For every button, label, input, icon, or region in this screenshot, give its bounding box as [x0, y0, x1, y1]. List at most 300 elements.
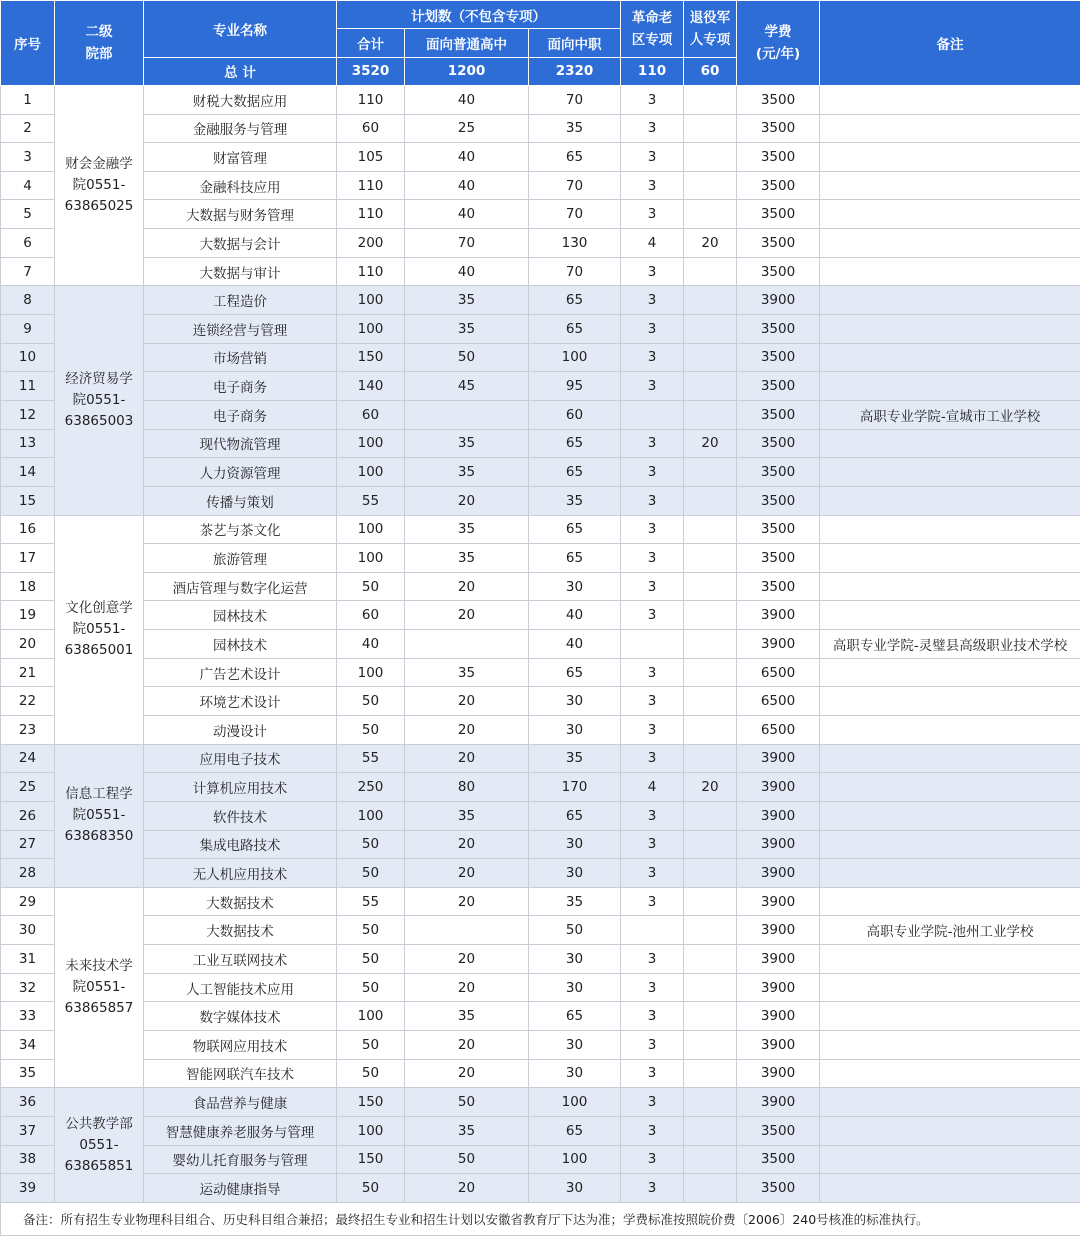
cell-tuition: 3900 — [737, 1059, 820, 1088]
header-total-label: 总 计 — [144, 57, 337, 85]
cell-general-hs: 45 — [405, 372, 529, 401]
cell-general-hs: 20 — [405, 945, 529, 974]
cell-vocational: 30 — [529, 1031, 621, 1060]
cell-note — [820, 715, 1080, 744]
cell-general-hs: 40 — [405, 257, 529, 286]
header-vocational: 面向中职 — [529, 29, 621, 57]
cell-note — [820, 945, 1080, 974]
cell-seq: 24 — [1, 744, 55, 773]
cell-veteran — [684, 171, 737, 200]
cell-note — [820, 1174, 1080, 1203]
table-body — [1, 85, 1080, 1235]
cell-tuition: 3900 — [737, 744, 820, 773]
cell-veteran — [684, 715, 737, 744]
cell-department: 未来技术学院0551-63865857 — [55, 887, 144, 1087]
cell-veteran — [684, 400, 737, 429]
cell-major: 园林技术 — [144, 601, 337, 630]
cell-seq: 31 — [1, 945, 55, 974]
cell-sum: 100 — [337, 458, 405, 487]
cell-vocational: 40 — [529, 601, 621, 630]
cell-note — [820, 200, 1080, 229]
cell-vocational: 50 — [529, 916, 621, 945]
cell-vocational: 30 — [529, 715, 621, 744]
cell-major: 无人机应用技术 — [144, 859, 337, 888]
cell-general-hs: 35 — [405, 515, 529, 544]
table-row — [1, 887, 1080, 916]
cell-seq: 35 — [1, 1059, 55, 1088]
header-dept-line2: 院部 — [55, 43, 143, 65]
cell-major: 物联网应用技术 — [144, 1031, 337, 1060]
header-general-hs: 面向普通高中 — [405, 29, 529, 57]
cell-note — [820, 744, 1080, 773]
cell-tuition: 3900 — [737, 916, 820, 945]
table-row — [1, 486, 1080, 515]
cell-department: 信息工程学院0551-63868350 — [55, 744, 144, 887]
cell-vocational: 65 — [529, 143, 621, 172]
table-header — [1, 1, 1080, 86]
cell-veteran: 20 — [684, 229, 737, 258]
cell-seq: 15 — [1, 486, 55, 515]
cell-vocational: 35 — [529, 486, 621, 515]
cell-note — [820, 343, 1080, 372]
cell-seq: 34 — [1, 1031, 55, 1060]
cell-veteran — [684, 1145, 737, 1174]
cell-revolution: 3 — [621, 744, 684, 773]
cell-veteran — [684, 887, 737, 916]
cell-vocational: 65 — [529, 286, 621, 315]
cell-sum: 100 — [337, 429, 405, 458]
cell-sum: 110 — [337, 257, 405, 286]
cell-seq: 2 — [1, 114, 55, 143]
cell-sum: 50 — [337, 1059, 405, 1088]
cell-tuition: 3500 — [737, 458, 820, 487]
cell-note — [820, 429, 1080, 458]
header-veteran-line2: 人专项 — [684, 29, 736, 51]
cell-seq: 38 — [1, 1145, 55, 1174]
cell-revolution: 3 — [621, 945, 684, 974]
footer-note: 备注：所有招生专业物理科目组合、历史科目组合兼招；最终招生专业和招生计划以安徽省教育厅下达为准；学费标准按照皖价费〔2006〕240号核准的标准执行。 — [1, 1202, 1080, 1235]
cell-seq: 1 — [1, 85, 55, 114]
cell-sum: 110 — [337, 85, 405, 114]
cell-sum: 100 — [337, 1116, 405, 1145]
cell-major: 集成电路技术 — [144, 830, 337, 859]
cell-vocational: 65 — [529, 315, 621, 344]
cell-department: 公共教学部0551-63865851 — [55, 1088, 144, 1203]
cell-veteran — [684, 486, 737, 515]
table-row — [1, 171, 1080, 200]
cell-note — [820, 830, 1080, 859]
cell-note — [820, 143, 1080, 172]
table-row — [1, 200, 1080, 229]
cell-sum: 105 — [337, 143, 405, 172]
cell-vocational: 30 — [529, 859, 621, 888]
cell-general-hs: 35 — [405, 801, 529, 830]
cell-major: 大数据技术 — [144, 916, 337, 945]
cell-revolution: 3 — [621, 859, 684, 888]
cell-tuition: 3500 — [737, 85, 820, 114]
table-row — [1, 830, 1080, 859]
cell-veteran — [684, 1002, 737, 1031]
cell-revolution — [621, 400, 684, 429]
table-row — [1, 429, 1080, 458]
cell-tuition: 3500 — [737, 372, 820, 401]
cell-seq: 21 — [1, 658, 55, 687]
cell-tuition: 6500 — [737, 715, 820, 744]
cell-general-hs: 50 — [405, 1145, 529, 1174]
cell-major: 传播与策划 — [144, 486, 337, 515]
cell-general-hs: 40 — [405, 85, 529, 114]
cell-general-hs: 35 — [405, 1116, 529, 1145]
cell-veteran — [684, 601, 737, 630]
table-row — [1, 658, 1080, 687]
cell-tuition: 3500 — [737, 229, 820, 258]
table-row — [1, 801, 1080, 830]
cell-sum: 50 — [337, 572, 405, 601]
table-row — [1, 1116, 1080, 1145]
table-row — [1, 343, 1080, 372]
header-plan-group: 计划数（不包含专项） — [337, 1, 621, 29]
cell-tuition: 3500 — [737, 114, 820, 143]
cell-tuition: 6500 — [737, 687, 820, 716]
cell-revolution: 3 — [621, 343, 684, 372]
cell-seq: 12 — [1, 400, 55, 429]
cell-seq: 27 — [1, 830, 55, 859]
cell-revolution: 4 — [621, 773, 684, 802]
cell-tuition: 3500 — [737, 143, 820, 172]
cell-vocational: 65 — [529, 458, 621, 487]
cell-sum: 50 — [337, 916, 405, 945]
cell-seq: 10 — [1, 343, 55, 372]
cell-major: 动漫设计 — [144, 715, 337, 744]
header-dept — [55, 1, 144, 86]
cell-major: 大数据与审计 — [144, 257, 337, 286]
cell-major: 酒店管理与数字化运营 — [144, 572, 337, 601]
cell-major: 大数据与财务管理 — [144, 200, 337, 229]
cell-veteran — [684, 544, 737, 573]
table-row — [1, 114, 1080, 143]
cell-seq: 19 — [1, 601, 55, 630]
cell-veteran — [684, 1031, 737, 1060]
cell-seq: 14 — [1, 458, 55, 487]
header-note: 备注 — [820, 1, 1080, 86]
cell-veteran — [684, 572, 737, 601]
cell-tuition: 3900 — [737, 973, 820, 1002]
cell-general-hs: 20 — [405, 486, 529, 515]
cell-general-hs — [405, 916, 529, 945]
table-row — [1, 286, 1080, 315]
cell-note — [820, 859, 1080, 888]
cell-seq: 9 — [1, 315, 55, 344]
cell-revolution: 3 — [621, 315, 684, 344]
cell-general-hs: 20 — [405, 830, 529, 859]
cell-vocational: 30 — [529, 945, 621, 974]
cell-seq: 37 — [1, 1116, 55, 1145]
cell-major: 大数据技术 — [144, 887, 337, 916]
header-vocational-total: 2320 — [529, 57, 621, 85]
cell-veteran: 20 — [684, 773, 737, 802]
cell-veteran — [684, 257, 737, 286]
cell-major: 环境艺术设计 — [144, 687, 337, 716]
cell-general-hs: 35 — [405, 458, 529, 487]
table-row — [1, 973, 1080, 1002]
cell-vocational: 65 — [529, 515, 621, 544]
cell-sum: 110 — [337, 171, 405, 200]
cell-vocational: 30 — [529, 687, 621, 716]
cell-vocational: 65 — [529, 801, 621, 830]
cell-seq: 29 — [1, 887, 55, 916]
cell-tuition: 3500 — [737, 257, 820, 286]
cell-vocational: 65 — [529, 658, 621, 687]
cell-veteran — [684, 143, 737, 172]
cell-sum: 100 — [337, 1002, 405, 1031]
cell-major: 财税大数据应用 — [144, 85, 337, 114]
header-veteran-line1: 退役军 — [684, 7, 736, 29]
cell-general-hs: 20 — [405, 687, 529, 716]
cell-note — [820, 544, 1080, 573]
table-row — [1, 715, 1080, 744]
cell-sum: 50 — [337, 1031, 405, 1060]
cell-major: 软件技术 — [144, 801, 337, 830]
cell-sum: 200 — [337, 229, 405, 258]
table-row — [1, 400, 1080, 429]
header-revolution-line2: 区专项 — [621, 29, 683, 51]
cell-revolution: 3 — [621, 1174, 684, 1203]
cell-major: 广告艺术设计 — [144, 658, 337, 687]
cell-tuition: 3900 — [737, 830, 820, 859]
cell-vocational: 170 — [529, 773, 621, 802]
cell-general-hs: 40 — [405, 200, 529, 229]
cell-tuition: 3500 — [737, 1116, 820, 1145]
cell-vocational: 35 — [529, 744, 621, 773]
cell-general-hs: 80 — [405, 773, 529, 802]
table-row — [1, 572, 1080, 601]
cell-major: 食品营养与健康 — [144, 1088, 337, 1117]
cell-sum: 55 — [337, 887, 405, 916]
cell-note — [820, 687, 1080, 716]
cell-veteran — [684, 945, 737, 974]
cell-general-hs: 20 — [405, 1174, 529, 1203]
cell-revolution — [621, 630, 684, 659]
cell-veteran: 20 — [684, 429, 737, 458]
cell-revolution: 4 — [621, 229, 684, 258]
cell-revolution: 3 — [621, 1088, 684, 1117]
cell-note — [820, 1088, 1080, 1117]
cell-tuition: 3500 — [737, 1145, 820, 1174]
cell-revolution: 3 — [621, 801, 684, 830]
cell-major: 旅游管理 — [144, 544, 337, 573]
cell-vocational: 35 — [529, 114, 621, 143]
cell-veteran — [684, 85, 737, 114]
cell-note — [820, 973, 1080, 1002]
cell-major: 工程造价 — [144, 286, 337, 315]
cell-general-hs: 20 — [405, 744, 529, 773]
cell-tuition: 3500 — [737, 572, 820, 601]
cell-note — [820, 171, 1080, 200]
header-dept-line1: 二级 — [55, 21, 143, 43]
cell-seq: 39 — [1, 1174, 55, 1203]
cell-tuition: 3500 — [737, 343, 820, 372]
cell-seq: 22 — [1, 687, 55, 716]
cell-revolution: 3 — [621, 1116, 684, 1145]
table-row — [1, 773, 1080, 802]
cell-general-hs: 35 — [405, 429, 529, 458]
table-row — [1, 257, 1080, 286]
cell-major: 园林技术 — [144, 630, 337, 659]
cell-revolution: 3 — [621, 1145, 684, 1174]
cell-note — [820, 887, 1080, 916]
cell-sum: 100 — [337, 801, 405, 830]
cell-revolution: 3 — [621, 143, 684, 172]
cell-note — [820, 601, 1080, 630]
cell-tuition: 3500 — [737, 1174, 820, 1203]
table-row — [1, 515, 1080, 544]
table-row — [1, 458, 1080, 487]
cell-tuition: 3500 — [737, 171, 820, 200]
cell-vocational: 30 — [529, 1059, 621, 1088]
cell-tuition: 3500 — [737, 400, 820, 429]
cell-veteran — [684, 286, 737, 315]
cell-tuition: 3900 — [737, 1088, 820, 1117]
header-sum: 合计 — [337, 29, 405, 57]
cell-seq: 17 — [1, 544, 55, 573]
cell-major: 智慧健康养老服务与管理 — [144, 1116, 337, 1145]
cell-veteran — [684, 744, 737, 773]
cell-tuition: 6500 — [737, 658, 820, 687]
cell-revolution: 3 — [621, 658, 684, 687]
cell-sum: 110 — [337, 200, 405, 229]
cell-revolution: 3 — [621, 572, 684, 601]
cell-sum: 60 — [337, 400, 405, 429]
cell-veteran — [684, 916, 737, 945]
cell-note — [820, 372, 1080, 401]
cell-revolution: 3 — [621, 715, 684, 744]
cell-seq: 6 — [1, 229, 55, 258]
cell-tuition: 3900 — [737, 887, 820, 916]
cell-major: 智能网联汽车技术 — [144, 1059, 337, 1088]
cell-seq: 3 — [1, 143, 55, 172]
cell-note — [820, 801, 1080, 830]
cell-sum: 100 — [337, 544, 405, 573]
cell-general-hs: 20 — [405, 887, 529, 916]
cell-revolution: 3 — [621, 1059, 684, 1088]
cell-sum: 40 — [337, 630, 405, 659]
cell-seq: 36 — [1, 1088, 55, 1117]
table-row — [1, 744, 1080, 773]
table-row — [1, 859, 1080, 888]
table-row — [1, 687, 1080, 716]
cell-vocational: 65 — [529, 1116, 621, 1145]
cell-revolution: 3 — [621, 486, 684, 515]
cell-general-hs: 20 — [405, 572, 529, 601]
cell-veteran — [684, 114, 737, 143]
cell-vocational: 30 — [529, 1174, 621, 1203]
cell-note — [820, 114, 1080, 143]
cell-revolution: 3 — [621, 887, 684, 916]
cell-general-hs — [405, 630, 529, 659]
cell-note — [820, 1031, 1080, 1060]
cell-vocational: 65 — [529, 429, 621, 458]
cell-revolution: 3 — [621, 1031, 684, 1060]
cell-tuition: 3500 — [737, 544, 820, 573]
cell-major: 计算机应用技术 — [144, 773, 337, 802]
footer-row — [1, 1202, 1080, 1235]
cell-veteran — [684, 630, 737, 659]
cell-general-hs: 20 — [405, 973, 529, 1002]
cell-sum: 50 — [337, 973, 405, 1002]
cell-vocational: 60 — [529, 400, 621, 429]
cell-veteran — [684, 658, 737, 687]
cell-note — [820, 1116, 1080, 1145]
cell-note — [820, 315, 1080, 344]
cell-tuition: 3500 — [737, 486, 820, 515]
cell-vocational: 95 — [529, 372, 621, 401]
cell-veteran — [684, 372, 737, 401]
header-revolution-total: 110 — [621, 57, 684, 85]
cell-revolution: 3 — [621, 1002, 684, 1031]
table-row — [1, 1059, 1080, 1088]
cell-tuition: 3900 — [737, 601, 820, 630]
header-revolution-line1: 革命老 — [621, 7, 683, 29]
header-major: 专业名称 — [144, 1, 337, 58]
cell-major: 运动健康指导 — [144, 1174, 337, 1203]
cell-vocational: 40 — [529, 630, 621, 659]
cell-sum: 140 — [337, 372, 405, 401]
table-row — [1, 1002, 1080, 1031]
cell-tuition: 3900 — [737, 1031, 820, 1060]
cell-tuition: 3500 — [737, 429, 820, 458]
cell-tuition: 3900 — [737, 286, 820, 315]
cell-vocational: 35 — [529, 887, 621, 916]
table-row — [1, 229, 1080, 258]
cell-sum: 100 — [337, 315, 405, 344]
cell-general-hs: 20 — [405, 715, 529, 744]
cell-general-hs: 40 — [405, 171, 529, 200]
cell-tuition: 3900 — [737, 773, 820, 802]
cell-vocational: 70 — [529, 257, 621, 286]
cell-sum: 100 — [337, 658, 405, 687]
table-row — [1, 601, 1080, 630]
cell-revolution: 3 — [621, 687, 684, 716]
cell-tuition: 3900 — [737, 630, 820, 659]
cell-vocational: 130 — [529, 229, 621, 258]
cell-general-hs — [405, 400, 529, 429]
cell-note — [820, 1002, 1080, 1031]
cell-sum: 250 — [337, 773, 405, 802]
table-row — [1, 372, 1080, 401]
table-row — [1, 143, 1080, 172]
cell-sum: 100 — [337, 515, 405, 544]
cell-veteran — [684, 200, 737, 229]
cell-major: 电子商务 — [144, 400, 337, 429]
table-row — [1, 1145, 1080, 1174]
cell-revolution: 3 — [621, 544, 684, 573]
cell-sum: 50 — [337, 1174, 405, 1203]
cell-revolution: 3 — [621, 171, 684, 200]
cell-general-hs: 35 — [405, 286, 529, 315]
cell-sum: 50 — [337, 859, 405, 888]
cell-seq: 5 — [1, 200, 55, 229]
cell-revolution: 3 — [621, 973, 684, 1002]
cell-tuition: 3500 — [737, 200, 820, 229]
cell-note — [820, 229, 1080, 258]
cell-revolution: 3 — [621, 830, 684, 859]
cell-general-hs: 35 — [405, 544, 529, 573]
cell-tuition: 3900 — [737, 945, 820, 974]
cell-department: 财会金融学院0551-63865025 — [55, 85, 144, 285]
cell-major: 连锁经营与管理 — [144, 315, 337, 344]
table-row — [1, 945, 1080, 974]
table-row — [1, 85, 1080, 114]
